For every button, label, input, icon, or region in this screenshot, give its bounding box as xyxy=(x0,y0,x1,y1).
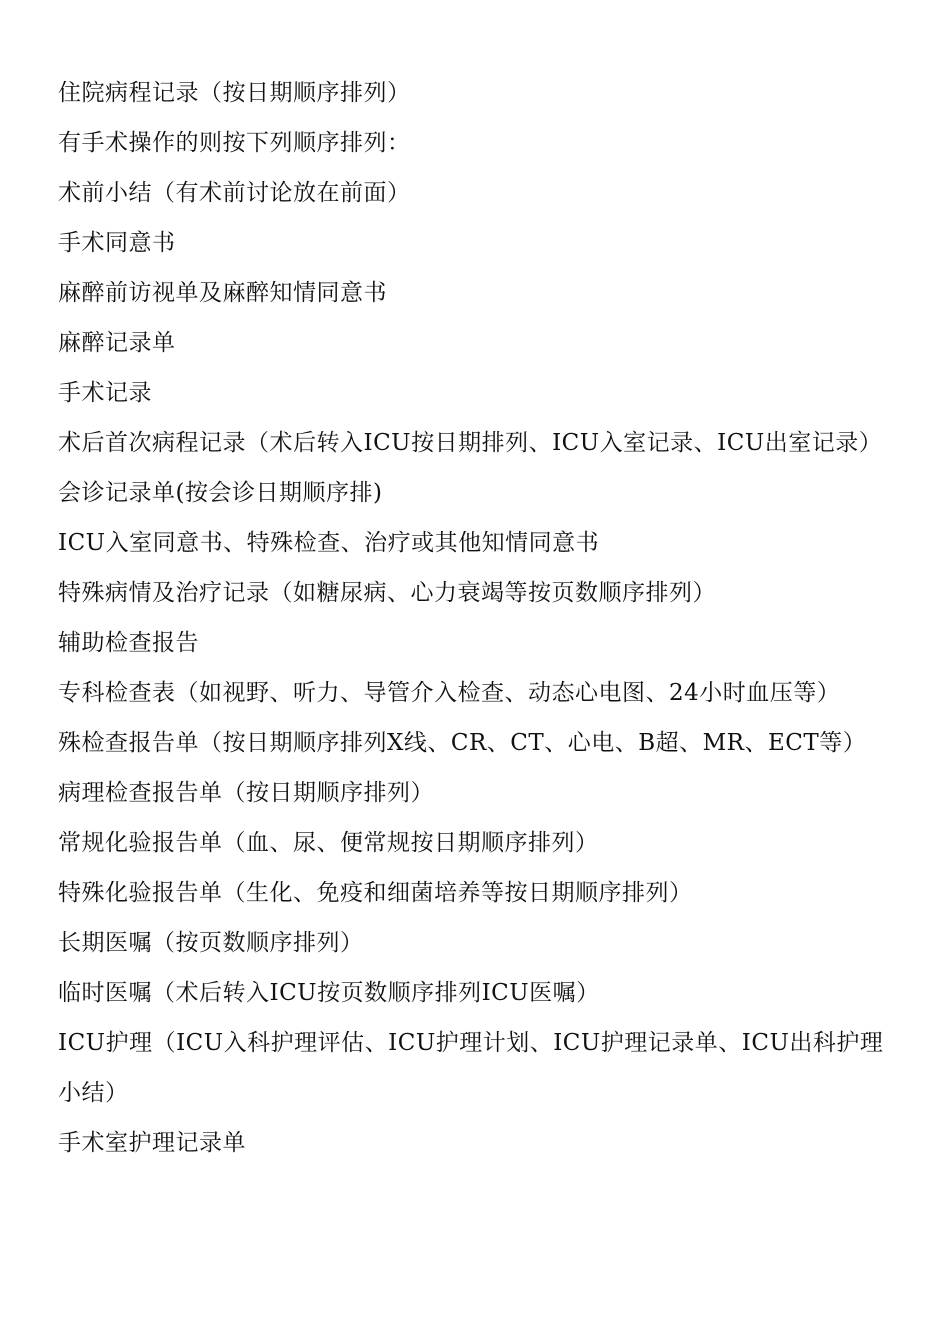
line-anesthesia-visit-consent: 麻醉前访视单及麻醉知情同意书 xyxy=(58,280,387,306)
line-routine-lab-report: 常规化验报告单（血、尿、便常规按日期顺序排列） xyxy=(58,830,599,856)
line-preop-summary: 术前小结（有术前讨论放在前面） xyxy=(58,180,411,206)
line-specialty-exam-table: 专科检查表（如视野、听力、导管介入检查、动态心电图、24小时血压等） xyxy=(58,680,841,706)
line-temporary-orders: 临时医嘱（术后转入ICU按页数顺序排列ICU医嘱） xyxy=(58,980,600,1006)
line-pathology-report: 病理检查报告单（按日期顺序排列） xyxy=(58,780,434,806)
line-surgery-record: 手术记录 xyxy=(58,380,152,406)
line-auxiliary-exam-report: 辅助检查报告 xyxy=(58,630,199,656)
line-or-nursing-record: 手术室护理记录单 xyxy=(58,1130,246,1156)
line-surgery-consent: 手术同意书 xyxy=(58,230,176,256)
line-consultation-record: 会诊记录单(按会诊日期顺序排) xyxy=(58,480,383,506)
line-special-exam-report: 殊检查报告单（按日期顺序排列X线、CR、CT、心电、B超、MR、ECT等） xyxy=(58,730,867,756)
line-inpatient-progress-notes: 住院病程记录（按日期顺序排列） xyxy=(58,80,411,106)
line-special-lab-report: 特殊化验报告单（生化、免疫和细菌培养等按日期顺序排列） xyxy=(58,880,693,906)
line-long-term-orders: 长期医嘱（按页数顺序排列） xyxy=(58,930,364,956)
line-anesthesia-record: 麻醉记录单 xyxy=(58,330,176,356)
line-special-condition-record: 特殊病情及治疗记录（如糖尿病、心力衰竭等按页数顺序排列） xyxy=(58,580,716,606)
line-icu-nursing: ICU护理（ICU入科护理评估、ICU护理计划、ICU护理记录单、ICU出科护理小结） xyxy=(58,1030,884,1106)
line-surgery-order-intro: 有手术操作的则按下列顺序排列： xyxy=(58,130,411,156)
line-icu-admission-consent: ICU入室同意书、特殊检查、治疗或其他知情同意书 xyxy=(58,530,600,556)
line-postop-first-progress-note: 术后首次病程记录（术后转入ICU按日期排列、ICU入室记录、ICU出室记录） xyxy=(58,430,883,456)
document-body xyxy=(58,68,898,1168)
